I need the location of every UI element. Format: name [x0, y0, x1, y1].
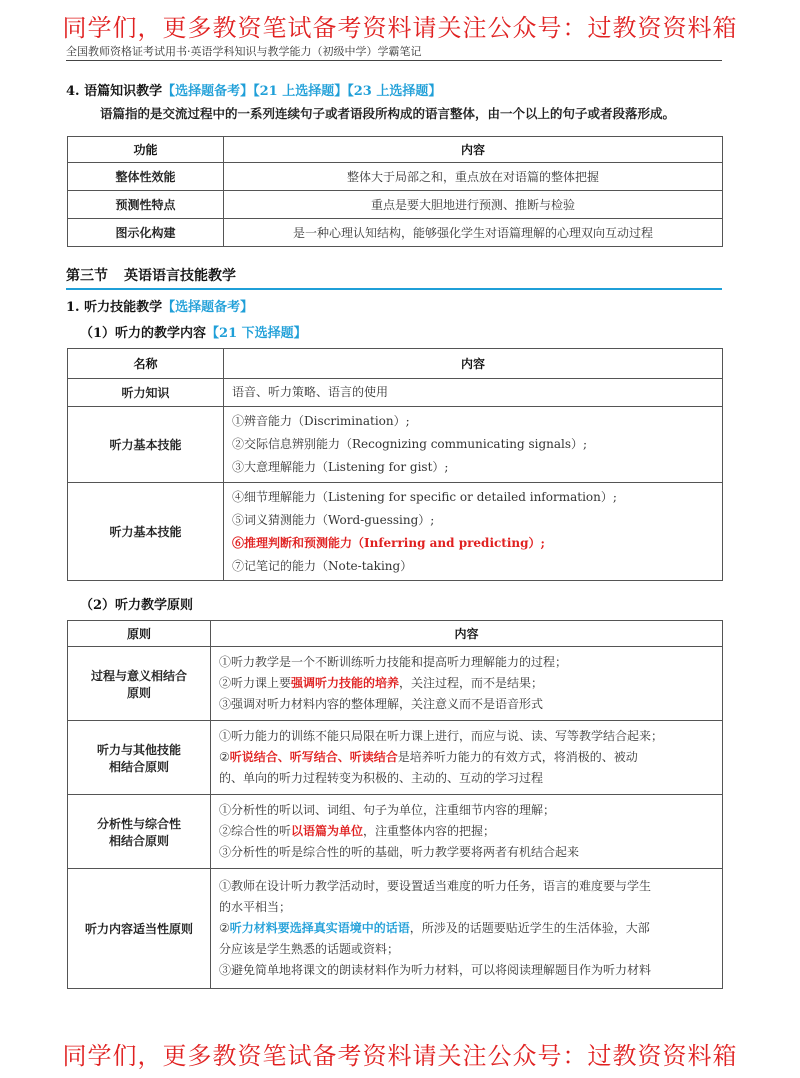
table-row — [68, 483, 723, 581]
row-label-line: 原则 — [126, 685, 151, 700]
principles-heading: （2）听力教学原则 — [80, 598, 194, 613]
highlight-text: 强调听力技能的培养 — [291, 676, 400, 690]
content-text: 是培养听力能力的有效方式，将消极的、被动 — [397, 750, 638, 764]
content-line: ②交际信息辨别能力（Recognizing communicating signals）; — [232, 437, 588, 451]
discourse-heading — [66, 80, 441, 99]
section-number: 第三节 — [66, 268, 108, 284]
table-row — [68, 407, 723, 483]
listening-content-tags: 【21 下选择题】 — [206, 326, 307, 341]
listening-heading-text: 1. 听力技能教学 — [66, 300, 163, 315]
content-line — [219, 918, 714, 939]
row-label: 听力基本技能 — [68, 407, 224, 483]
content-line: ①辨音能力（Discrimination）; — [232, 414, 410, 428]
row-label: 整体性效能 — [68, 163, 224, 191]
content-line: ④细节理解能力（Listening for specific or detailed information）; — [232, 489, 617, 504]
row-label: 图示化构建 — [68, 219, 224, 247]
section-title — [66, 265, 722, 290]
column-header: 内容 — [211, 621, 723, 647]
content-line: ①教师在设计听力教学活动时，要设置适当难度的听力任务，语言的难度要与学生 — [219, 879, 652, 893]
content-line: 分应该是学生熟悉的话题或资料； — [219, 942, 400, 956]
table-row — [68, 191, 723, 219]
row-label — [68, 721, 211, 795]
header-divider — [66, 60, 722, 61]
column-header: 原则 — [68, 621, 211, 647]
content-line: ①听力教学是一个不断训练听力技能和提高听力理解能力的过程； — [219, 655, 568, 669]
row-content — [224, 407, 723, 483]
listening-content-heading — [80, 322, 307, 341]
row-label — [68, 647, 211, 721]
table-row — [68, 795, 723, 869]
content-text: ，注重整体内容的把握； — [363, 824, 496, 838]
book-subtitle: 全国教师资格证考试用书·英语学科知识与教学能力（初级中学）学霸笔记 — [66, 45, 422, 58]
content-text: ②综合性的听 — [219, 824, 292, 838]
content-text: ②听力课上要 — [219, 676, 292, 690]
content-line — [219, 673, 714, 694]
listening-content-table — [67, 348, 723, 581]
column-header: 内容 — [224, 137, 723, 163]
content-line: ⑤词义猜测能力（Word-guessing）; — [232, 512, 435, 527]
listening-heading — [66, 296, 253, 315]
table-header-row — [68, 137, 723, 163]
row-content: 整体大于局部之和，重点放在对语篇的整体把握 — [224, 163, 723, 191]
content-text: ② — [219, 750, 230, 764]
highlight-text: 以语篇为单位 — [291, 824, 364, 838]
row-label-line: 过程与意义相结合 — [90, 668, 187, 683]
top-banner: 同学们，更多教资笔试备考资料请关注公众号：过教资资料箱 — [62, 14, 738, 42]
row-label: 预测性特点 — [68, 191, 224, 219]
table-row — [68, 721, 723, 795]
table-row — [68, 379, 723, 407]
row-content — [211, 795, 723, 869]
content-text: ，所涉及的话题要贴近学生的生活体验，大部 — [409, 921, 650, 935]
row-content — [211, 869, 723, 989]
highlight-text: 听说结合、听写结合、听读结合 — [229, 750, 398, 764]
discourse-tags: 【选择题备考】【21 上选择题】【23 上选择题】 — [162, 84, 442, 99]
table-row — [68, 869, 723, 989]
column-header: 内容 — [224, 349, 723, 379]
row-label-line: 听力与其他技能 — [96, 742, 181, 757]
table-row — [68, 647, 723, 721]
row-content: 是一种心理认知结构，能够强化学生对语篇理解的心理双向互动过程 — [224, 219, 723, 247]
principles-table — [67, 620, 723, 989]
column-header: 名称 — [68, 349, 224, 379]
table-header-row — [68, 621, 723, 647]
content-line: ③强调对听力材料内容的整体理解，关注意义而不是语音形式 — [219, 697, 544, 711]
row-label: 听力基本技能 — [68, 483, 224, 581]
row-label — [68, 795, 211, 869]
row-content — [211, 721, 723, 795]
listening-tags: 【选择题备考】 — [162, 300, 254, 315]
listening-content-heading-text: （1）听力的教学内容 — [80, 326, 207, 341]
bottom-banner: 同学们，更多教资笔试备考资料请关注公众号：过教资资料箱 — [62, 1042, 738, 1070]
table-header-row — [68, 349, 723, 379]
row-content — [224, 483, 723, 581]
highlight-text: 听力材料要选择真实语境中的话语 — [229, 921, 410, 935]
table-row — [68, 163, 723, 191]
content-line: ③大意理解能力（Listening for gist）; — [232, 460, 449, 474]
row-content: 重点是要大胆地进行预测、推断与检验 — [224, 191, 723, 219]
row-label: 听力知识 — [68, 379, 224, 407]
content-line — [219, 747, 714, 768]
row-content — [211, 647, 723, 721]
content-line: ③避免简单地将课文的朗读材料作为听力材料，可以将阅读理解题目作为听力材料 — [219, 963, 652, 977]
row-label: 听力内容适当性原则 — [68, 869, 211, 989]
discourse-heading-text: 4. 语篇知识教学 — [66, 84, 163, 99]
content-text: ② — [219, 921, 230, 935]
discourse-table — [67, 136, 723, 247]
row-content — [224, 379, 723, 407]
highlighted-content-line: ⑥推理判断和预测能力（Inferring and predicting）; — [232, 535, 545, 550]
content-line: 语音、听力策略、语言的使用 — [232, 385, 389, 399]
content-line: ③分析性的听是综合性的听的基础，听力教学要将两者有机结合起来 — [219, 845, 580, 859]
content-line: ①听力能力的训练不能只局限在听力课上进行，而应与说、读、写等教学结合起来； — [219, 729, 664, 743]
column-header: 功能 — [68, 137, 224, 163]
content-line: ①分析性的听以词、词组、句子为单位，注重细节内容的理解； — [219, 803, 556, 817]
content-line: 的、单向的听力过程转变为积极的、主动的、互动的学习过程 — [219, 771, 544, 785]
content-text: ，关注过程，而不是结果； — [399, 676, 544, 690]
row-label-line: 相结合原则 — [108, 833, 169, 848]
row-label-line: 相结合原则 — [108, 759, 169, 774]
content-line — [219, 821, 714, 842]
section-name: 英语语言技能教学 — [124, 268, 236, 284]
row-label-line: 分析性与综合性 — [96, 816, 181, 831]
table-row — [68, 219, 723, 247]
content-line: ⑦记笔记的能力（Note-taking） — [232, 558, 413, 573]
content-line: 的水平相当； — [219, 900, 292, 914]
discourse-intro: 语篇指的是交流过程中的一系列连续句子或者语段所构成的语言整体，由一个以上的句子或者段落形成。 — [100, 106, 676, 121]
